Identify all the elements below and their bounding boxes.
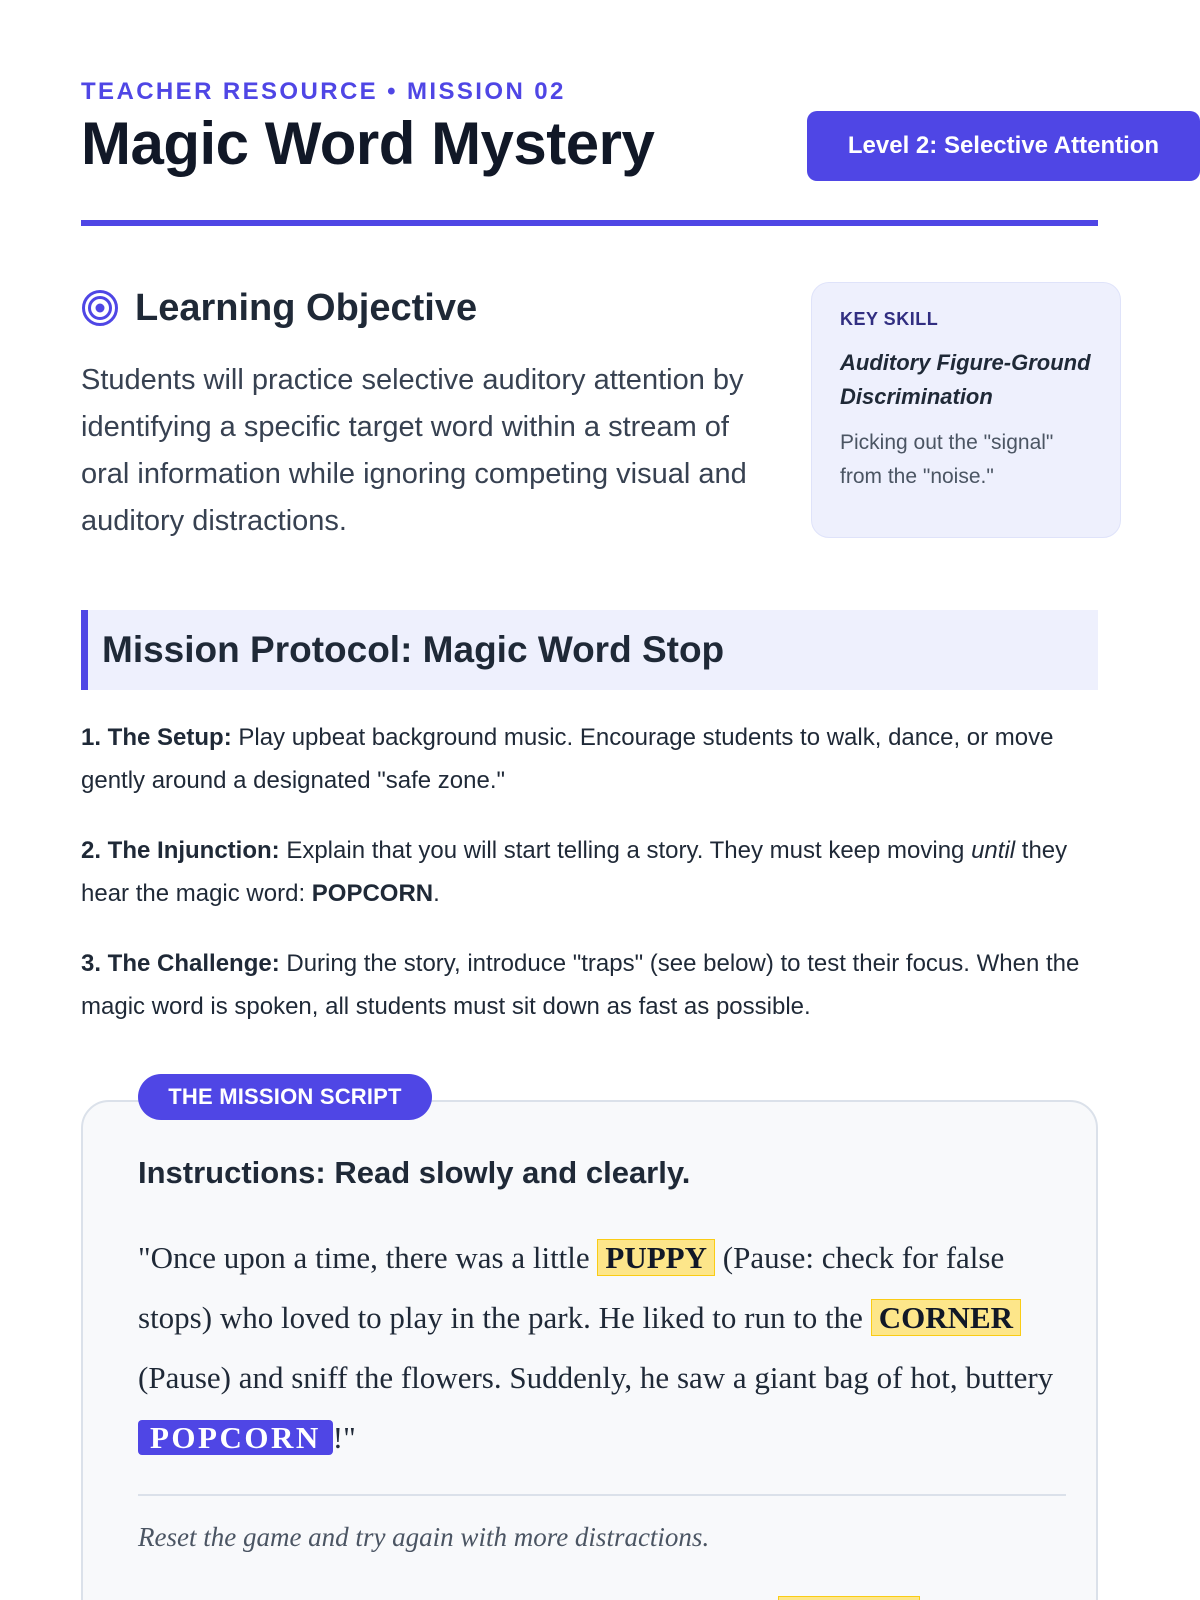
- step-challenge: [81, 942, 1098, 1028]
- protocol-heading-bar: [81, 610, 1098, 690]
- story-text: !": [332, 1420, 356, 1455]
- level-badge: Level 2: Selective Attention: [807, 111, 1200, 181]
- story-text: (Pause: check for false stops) who loved to play in the park. He liked to run to the: [138, 1240, 1005, 1335]
- script-instructions: Instructions: Read slowly and clearly.: [138, 1155, 691, 1190]
- step-text: they hear the magic word:: [81, 837, 1068, 907]
- step-text: .: [433, 880, 440, 907]
- partial-highlight: [778, 1596, 920, 1600]
- objective-body: Students will practice selective auditory attention by identifying a specific target word within a stream of oral information while ignoring competing visual and auditory distractions.: [81, 364, 747, 537]
- reset-note: Reset the game and try again with more distractions.: [138, 1522, 710, 1552]
- step-label: 3. The Challenge:: [81, 950, 280, 977]
- step-setup: [81, 716, 1098, 802]
- page-title: Magic Word Mystery: [81, 110, 655, 177]
- learning-objective-section: [81, 283, 761, 545]
- step-text: During the story, introduce "traps" (see below) to test their focus. When the magic word is spoken, all students must sit down as fast as possible.: [81, 950, 1080, 1020]
- step-injunction: [81, 829, 1098, 915]
- trap-word-corner: CORNER: [871, 1299, 1021, 1336]
- magic-word-keyword: POPCORN: [311, 880, 434, 907]
- magic-word-highlight: POPCORN: [138, 1420, 333, 1455]
- header-divider: [81, 220, 1098, 226]
- protocol-title: Mission Protocol: Magic Word Stop: [102, 629, 725, 670]
- key-skill-card: [811, 282, 1121, 538]
- step-text: Play upbeat background music. Encourage students to walk, dance, or move gently around a designated "safe zone.": [81, 724, 1054, 794]
- trap-word-puppy: PUPPY: [597, 1239, 715, 1276]
- key-skill-name: Auditory Figure-Ground Discrimination: [840, 350, 1091, 409]
- key-skill-label: KEY SKILL: [840, 309, 939, 329]
- objective-heading: [81, 283, 761, 333]
- step-label: 2. The Injunction:: [81, 837, 280, 864]
- target-icon: [81, 289, 119, 327]
- script-divider: [138, 1494, 1066, 1496]
- script-story: [138, 1228, 1078, 1468]
- story-text: (Pause) and sniff the flowers. Suddenly, he saw a giant bag of hot, buttery: [138, 1360, 1054, 1395]
- protocol-steps: [81, 716, 1098, 1055]
- step-text: Explain that you will start telling a story. They must keep moving: [279, 837, 972, 864]
- mission-script-pill: THE MISSION SCRIPT: [138, 1074, 432, 1120]
- step-emphasis: until: [971, 837, 1016, 864]
- objective-heading-text: Learning Objective: [135, 286, 478, 329]
- key-skill-description: Picking out the "signal" from the "noise.": [840, 431, 1054, 488]
- story-text: "Once upon a time, there was a little: [138, 1240, 598, 1275]
- step-label: 1. The Setup:: [81, 724, 232, 751]
- eyebrow-label: TEACHER RESOURCE • MISSION 02: [81, 78, 566, 105]
